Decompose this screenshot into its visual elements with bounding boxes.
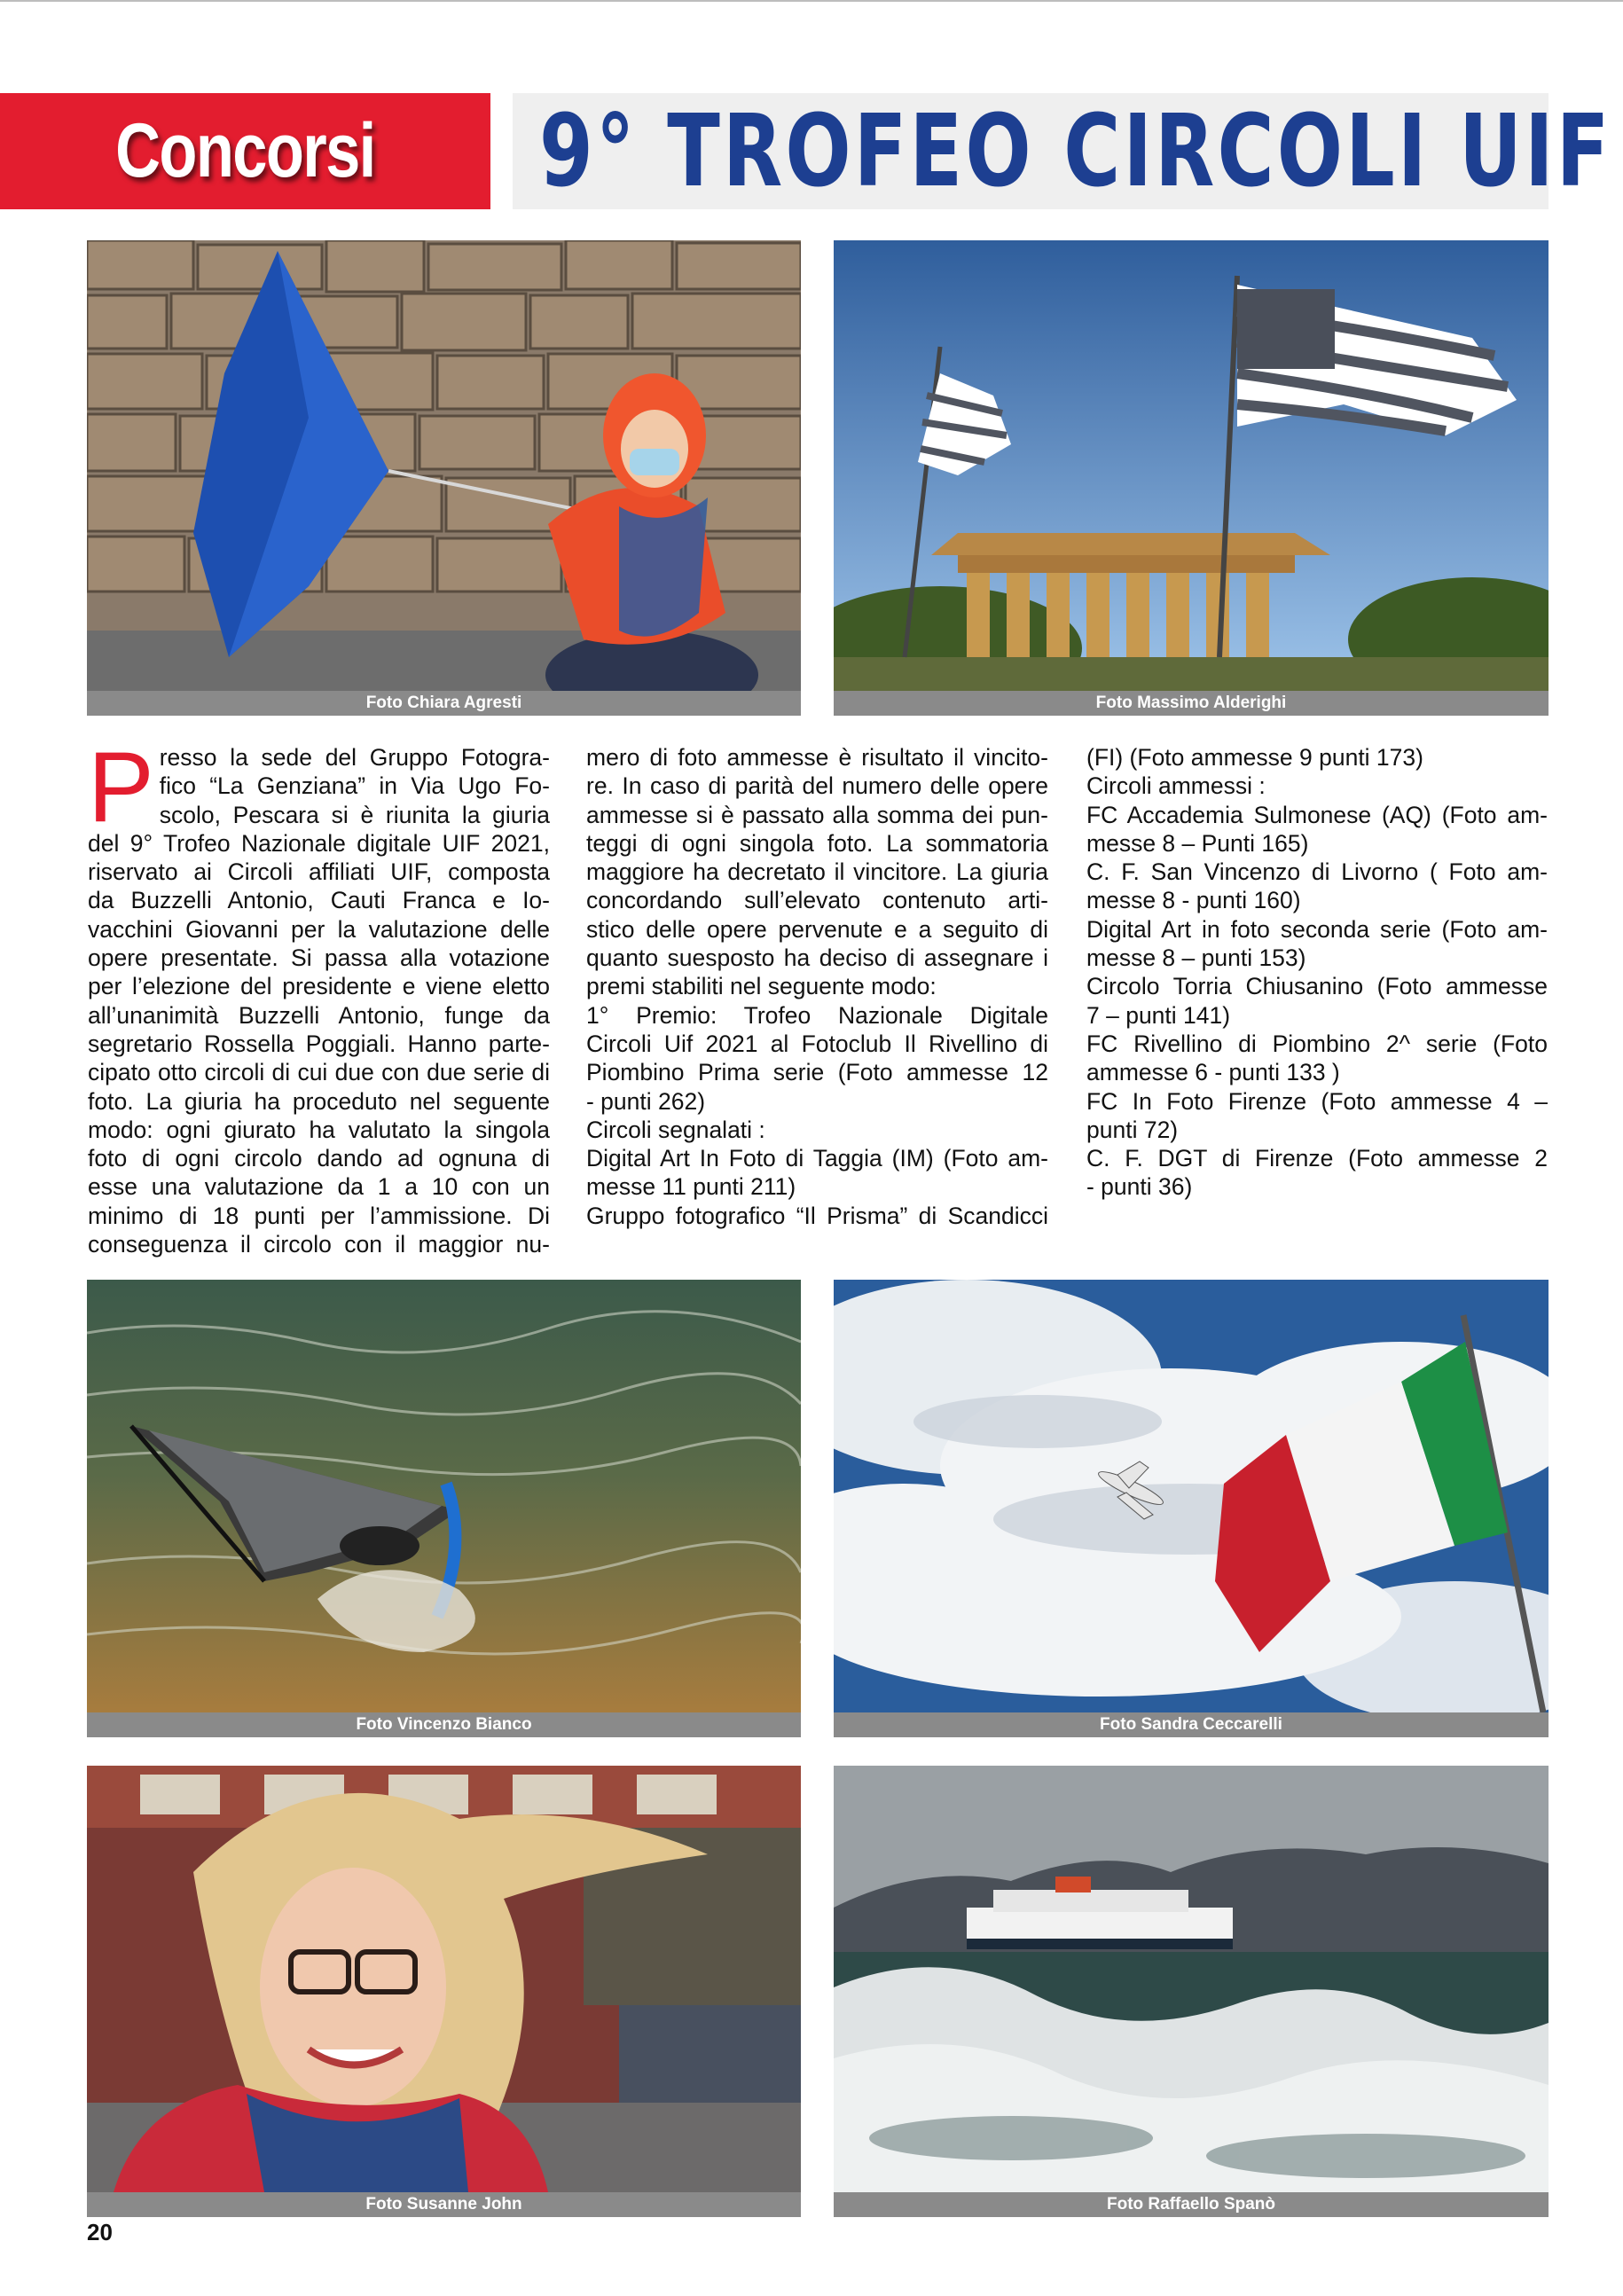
section-tag xyxy=(0,93,490,209)
article-line: del 9° Trofeo Nazionale digitale UIF 2021, xyxy=(88,829,550,857)
article-line: quanto suesposto ha deciso di assegnare i xyxy=(586,944,1048,972)
article-line: foto. La giuria ha proceduto nel seguente xyxy=(88,1087,550,1115)
article-line: messe 8 – Punti 165) xyxy=(1086,829,1309,857)
caption-photo-5: Foto Susanne John xyxy=(87,2192,801,2217)
article-line: FC In Foto Firenze (Foto ammesse 4 – xyxy=(1086,1087,1548,1115)
article-line: cipato otto circoli di cui due con due serie di xyxy=(88,1059,550,1086)
photo-umbrella-boy xyxy=(87,240,801,691)
article-line: mero di foto ammesse è risultato il vincito- xyxy=(586,744,1048,771)
article-column-3 xyxy=(1086,743,1548,1202)
top-rule xyxy=(0,0,1623,2)
article-line: ammesse 6 - punti 133 ) xyxy=(1086,1059,1340,1086)
article-line: Digital Art In Foto di Taggia (IM) (Foto am- xyxy=(586,1145,1048,1172)
article-line: messe 11 punti 211) xyxy=(586,1173,796,1201)
caption-photo-2: Foto Massimo Alderighi xyxy=(834,691,1549,716)
photo-temple-flags xyxy=(834,240,1549,691)
article-line: per l’elezione del presidente e viene eletto xyxy=(88,973,550,1000)
caption-photo-1: Foto Chiara Agresti xyxy=(87,691,801,716)
article-line: opere presentate. Si passa alla votazione xyxy=(88,944,550,972)
article-line: C. F. San Vincenzo di Livorno ( Foto am- xyxy=(1086,858,1548,886)
section-label: Concorsi xyxy=(115,108,375,193)
article-line: conseguenza il circolo con il maggior nu- xyxy=(88,1231,550,1258)
article-line: ammesse si è passato alla somma dei pun- xyxy=(586,801,1048,828)
article-line: punti 72) xyxy=(1086,1116,1179,1143)
article-line: FC Rivellino di Piombino 2^ serie (Foto xyxy=(1086,1030,1548,1057)
article-column-2 xyxy=(586,743,1048,1230)
article-line: re. In caso di parità del numero delle opere xyxy=(586,772,1048,800)
article-line: 1° Premio: Trofeo Nazionale Digitale xyxy=(586,1001,1048,1029)
photo-italian-flag xyxy=(834,1280,1549,1712)
article-line: Circolo Torria Chiusanino (Foto ammesse xyxy=(1086,973,1548,1000)
article-line: esse una valutazione da 1 a 10 con un xyxy=(88,1173,550,1201)
article-line: teggi di ogni singola foto. La sommatoria xyxy=(586,829,1048,857)
article-line: scolo, Pescara si è riunita la giuria xyxy=(159,801,550,828)
article-line: da Buzzelli Antonio, Cauti Franca e Io- xyxy=(88,887,550,914)
article-line: Circoli Uif 2021 al Fotoclub Il Rivellino di xyxy=(586,1030,1048,1057)
article-line: C. F. DGT di Firenze (Foto ammesse 2 xyxy=(1086,1145,1548,1172)
article-line: Circoli ammessi : xyxy=(1086,772,1266,800)
article-line: messe 8 – punti 153) xyxy=(1086,944,1306,972)
article-line: - punti 36) xyxy=(1086,1173,1193,1201)
article-line: (FI) (Foto ammesse 9 punti 173) xyxy=(1086,744,1423,771)
article-line: 7 – punti 141) xyxy=(1086,1001,1231,1029)
article-line: Piombino Prima serie (Foto ammesse 12 xyxy=(586,1059,1048,1086)
article-line: messe 8 - punti 160) xyxy=(1086,887,1301,914)
article-line: resso la sede del Gruppo Fotogra- xyxy=(159,744,550,771)
article-line: all’unanimità Buzzelli Antonio, funge da xyxy=(88,1001,550,1029)
article-line: foto di ogni circolo dando ad ognuna di xyxy=(88,1145,550,1172)
article-line: modo: ogni giurato ha valutato la singola xyxy=(88,1116,550,1143)
article-line: riservato ai Circoli affiliati UIF, composta xyxy=(88,858,550,886)
caption-photo-4: Foto Sandra Ceccarelli xyxy=(834,1712,1549,1737)
article-line: premi stabiliti nel seguente modo: xyxy=(586,973,937,1000)
article-column-1 xyxy=(88,732,550,1258)
article-line: Gruppo fotografico “Il Prisma” di Scandicci xyxy=(586,1202,1048,1229)
caption-photo-3: Foto Vincenzo Bianco xyxy=(87,1712,801,1737)
article-line: FC Accademia Sulmonese (AQ) (Foto am- xyxy=(1086,801,1548,828)
article-line: concordando sull’elevato contenuto arti- xyxy=(586,887,1048,914)
article-line: Circoli segnalati : xyxy=(586,1116,765,1143)
article-line: maggiore ha decretato il vincitore. La giuria xyxy=(586,858,1048,886)
caption-photo-6: Foto Raffaello Spanò xyxy=(834,2192,1549,2217)
article-line: Digital Art in foto seconda serie (Foto am- xyxy=(1086,915,1548,943)
page-number: 20 xyxy=(87,2219,113,2245)
article-line: - punti 262) xyxy=(586,1087,706,1115)
photo-woman-portrait xyxy=(87,1766,801,2192)
article-line: minimo di 18 punti per l’ammissione. Di xyxy=(88,1202,550,1229)
photo-windsurfer xyxy=(87,1280,801,1712)
page-title: 9° TROFEO CIRCOLI UIF xyxy=(539,93,1612,209)
article-line: stico delle opere pervenute e a seguito di xyxy=(586,915,1048,943)
title-box xyxy=(513,93,1612,209)
drop-cap: P xyxy=(88,732,154,842)
article-line: fico “La Genziana” in Via Ugo Fo- xyxy=(159,772,550,800)
article-line: segretario Rossella Poggiali. Hanno parte- xyxy=(88,1030,550,1057)
photo-ship-waves xyxy=(834,1766,1549,2192)
article-line: vacchini Giovanni per la valutazione delle xyxy=(88,915,550,943)
